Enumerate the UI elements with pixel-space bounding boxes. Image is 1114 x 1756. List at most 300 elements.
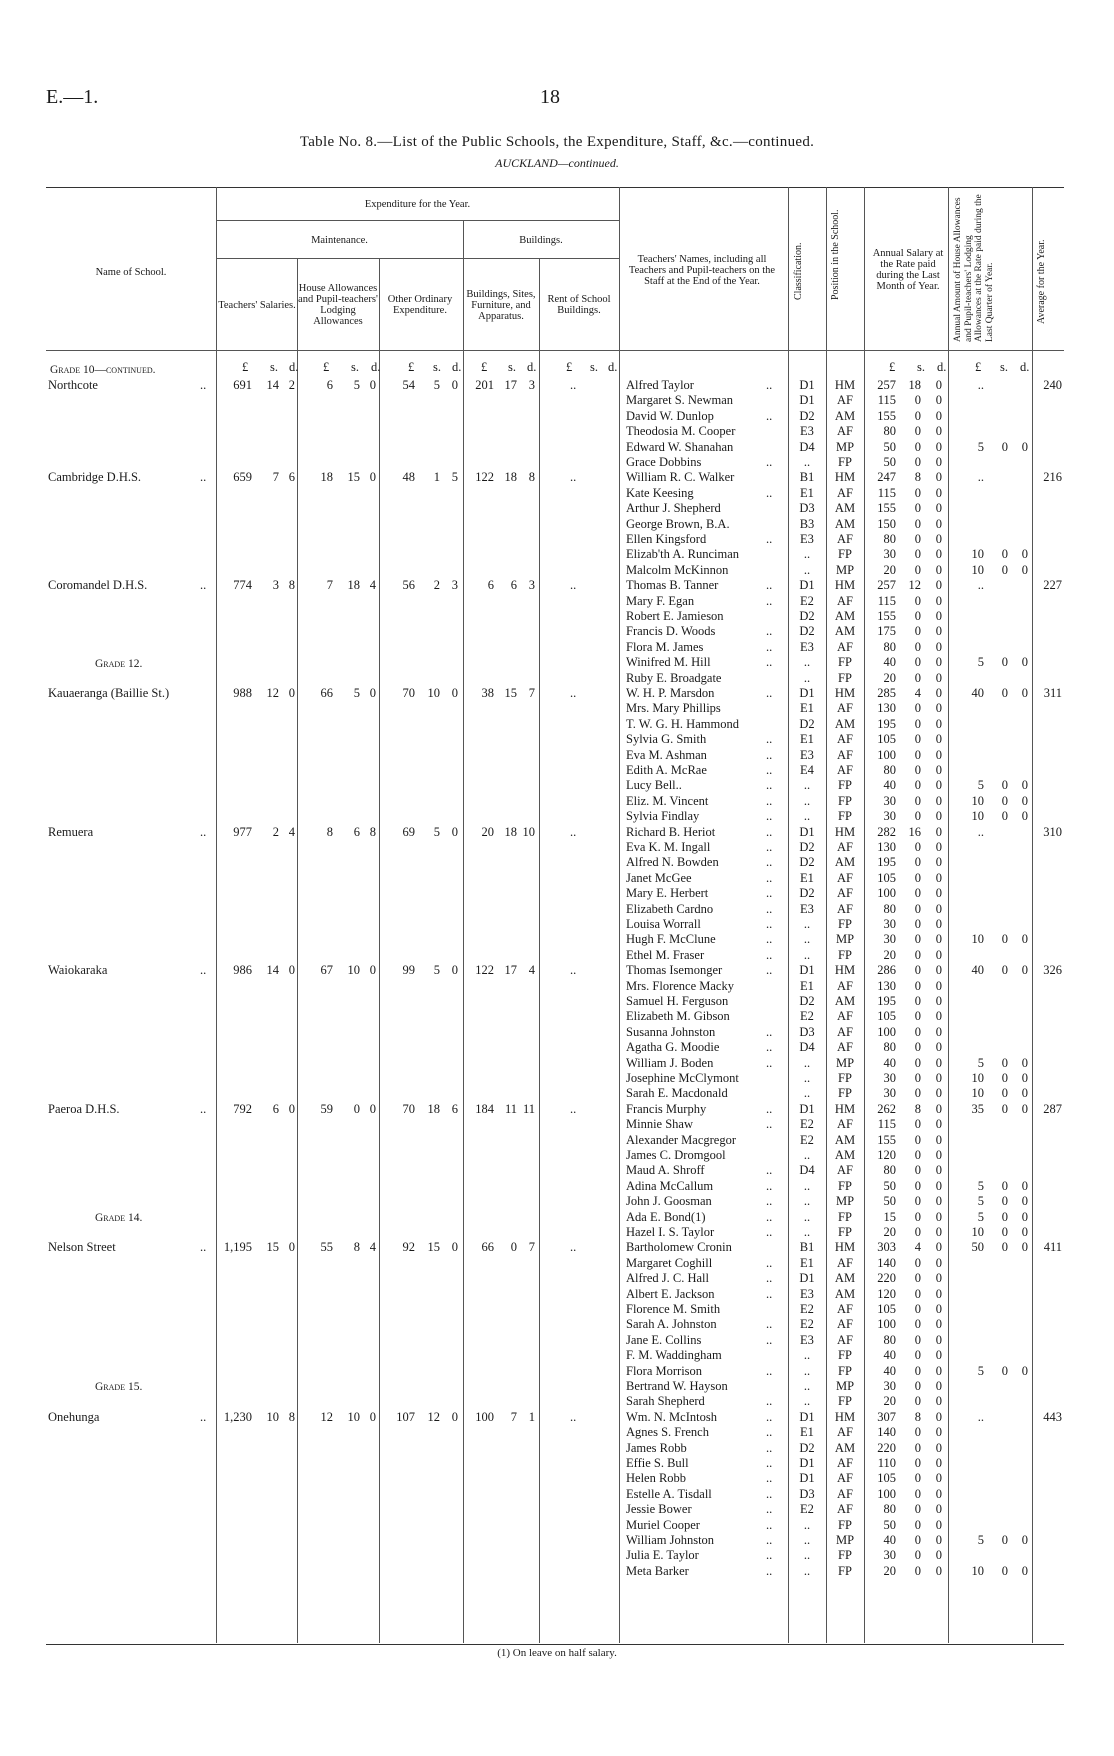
position: FP bbox=[838, 1394, 852, 1409]
annual-pence: 0 bbox=[935, 1425, 942, 1440]
allowance-pence: 0 bbox=[1021, 1101, 1028, 1116]
school-name: Coromandel D.H.S. bbox=[48, 578, 148, 593]
teacher-name: Mrs. Florence Macky bbox=[626, 978, 734, 993]
teacher-row bbox=[0, 979, 1114, 994]
classification: .. bbox=[803, 1563, 811, 1578]
leader-dots: .. bbox=[766, 840, 773, 854]
classification: .. bbox=[803, 1517, 811, 1532]
teacher-row bbox=[0, 1317, 1114, 1332]
report-code: E.—1. bbox=[46, 86, 99, 108]
annual-pence: 0 bbox=[935, 639, 942, 654]
salary-pence: 0 bbox=[288, 1240, 295, 1255]
other-shillings: 5 bbox=[433, 963, 440, 978]
position: AF bbox=[837, 639, 853, 654]
classification: .. bbox=[803, 947, 811, 962]
position: AF bbox=[837, 532, 853, 546]
annual-pence: 0 bbox=[935, 686, 942, 700]
annual-pence: 0 bbox=[935, 917, 942, 931]
annual-shillings: 0 bbox=[914, 1363, 921, 1378]
annual-pounds: 20 bbox=[883, 1225, 896, 1239]
unit-symbol: s. bbox=[1000, 360, 1008, 374]
house-pounds: 59 bbox=[320, 1101, 333, 1116]
annual-shillings: 0 bbox=[914, 1317, 921, 1332]
position: AF bbox=[837, 732, 853, 747]
teacher-row bbox=[0, 701, 1114, 716]
annual-shillings: 0 bbox=[914, 1440, 921, 1455]
rent-value: .. bbox=[570, 963, 577, 978]
annual-pounds: 155 bbox=[877, 1132, 896, 1147]
classification: .. bbox=[803, 562, 811, 577]
buildings-pounds: 38 bbox=[481, 686, 494, 700]
annual-shillings: 0 bbox=[914, 1302, 921, 1316]
teacher-name: Arthur J. Shepherd bbox=[626, 501, 721, 516]
annual-pounds: 20 bbox=[883, 1394, 896, 1409]
leader-dots: .. bbox=[766, 1440, 773, 1455]
house-pounds: 66 bbox=[320, 686, 333, 700]
annual-pence: 0 bbox=[935, 1163, 942, 1178]
unit-symbol: £ bbox=[408, 360, 415, 374]
house-pounds: 7 bbox=[326, 578, 333, 593]
teacher-row bbox=[0, 932, 1114, 947]
position: FP bbox=[838, 1348, 852, 1363]
annual-shillings: 8 bbox=[914, 470, 921, 485]
salary-pence: 0 bbox=[288, 1101, 295, 1116]
teacher-row bbox=[0, 1518, 1114, 1533]
classification: D1 bbox=[799, 393, 815, 408]
buildings-pence: 10 bbox=[522, 824, 535, 839]
position: FP bbox=[838, 1209, 852, 1224]
classification: .. bbox=[803, 1348, 811, 1363]
other-pounds: 99 bbox=[402, 963, 415, 978]
teacher-name: Jessie Bower bbox=[626, 1502, 692, 1517]
classification: D2 bbox=[799, 1440, 815, 1455]
position: HM bbox=[834, 824, 856, 839]
allowance-shillings: 0 bbox=[1001, 1209, 1008, 1224]
annual-pence: 0 bbox=[935, 1317, 942, 1332]
teacher-row bbox=[0, 871, 1114, 886]
annual-pounds: 105 bbox=[877, 1471, 896, 1486]
salary-shillings: 14 bbox=[266, 378, 279, 392]
annual-pence: 0 bbox=[935, 901, 942, 916]
classification: D1 bbox=[799, 1471, 815, 1486]
annual-pounds: 100 bbox=[877, 1317, 896, 1332]
teacher-row bbox=[0, 1210, 1114, 1225]
teacher-name: James C. Dromgool bbox=[626, 1148, 726, 1162]
position: AF bbox=[837, 1456, 853, 1470]
annual-shillings: 0 bbox=[914, 1471, 921, 1486]
other-pence: 0 bbox=[451, 1240, 458, 1255]
annual-pounds: 100 bbox=[877, 1486, 896, 1501]
allowance-pence: 0 bbox=[1021, 793, 1028, 808]
school-name: Remuera bbox=[48, 824, 94, 839]
teacher-name: T. W. G. H. Hammond bbox=[626, 716, 739, 731]
leader-dots: .. bbox=[766, 624, 773, 639]
annual-pounds: 20 bbox=[883, 670, 896, 685]
buildings-pence: 3 bbox=[528, 378, 535, 392]
teacher-row bbox=[0, 563, 1114, 578]
allowance-pounds: .. bbox=[977, 1409, 984, 1424]
teacher-name: Effie S. Bull bbox=[626, 1456, 689, 1470]
teacher-name: Edward W. Shanahan bbox=[626, 439, 734, 454]
leader-dots: .. bbox=[200, 378, 207, 392]
annual-pounds: 50 bbox=[883, 455, 896, 469]
leader-dots: .. bbox=[766, 886, 773, 901]
classification: .. bbox=[803, 932, 811, 947]
annual-pence: 0 bbox=[935, 1486, 942, 1501]
teacher-name: Mary F. Egan bbox=[626, 593, 695, 608]
teacher-name: Samuel H. Ferguson bbox=[626, 994, 729, 1008]
allowance-shillings: 0 bbox=[1001, 793, 1008, 808]
salary-shillings: 15 bbox=[266, 1240, 279, 1255]
leader-dots: .. bbox=[766, 1409, 773, 1424]
annual-shillings: 0 bbox=[914, 763, 921, 777]
teacher-row bbox=[0, 794, 1114, 809]
unit-symbol: d. bbox=[608, 360, 618, 374]
salary-pence: 4 bbox=[288, 824, 295, 839]
house-pounds: 67 bbox=[320, 963, 333, 978]
allowance-pence: 0 bbox=[1021, 963, 1028, 978]
annual-pounds: 80 bbox=[883, 1040, 896, 1055]
position: AF bbox=[837, 393, 853, 408]
annual-shillings: 0 bbox=[914, 1379, 921, 1393]
annual-shillings: 0 bbox=[914, 1071, 921, 1085]
position: AF bbox=[837, 485, 853, 500]
annual-pence: 0 bbox=[935, 1225, 942, 1239]
teacher-name: Grace Dobbins bbox=[626, 455, 702, 469]
annual-pounds: 257 bbox=[877, 378, 896, 392]
annual-pence: 0 bbox=[935, 1517, 942, 1532]
teacher-row bbox=[0, 948, 1114, 963]
annual-shillings: 0 bbox=[914, 670, 921, 685]
average: 411 bbox=[1043, 1240, 1062, 1255]
unit-symbol: s. bbox=[590, 360, 598, 374]
position: MP bbox=[835, 1194, 855, 1209]
annual-pounds: 15 bbox=[883, 1209, 896, 1224]
position: AF bbox=[837, 1317, 853, 1332]
house-pounds: 55 bbox=[320, 1240, 333, 1255]
position: AF bbox=[837, 1302, 853, 1316]
annual-pounds: 130 bbox=[877, 978, 896, 993]
other-pounds: 48 bbox=[402, 470, 415, 485]
allowance-pence: 0 bbox=[1021, 778, 1028, 793]
header-average: Average for the Year. bbox=[1036, 239, 1047, 324]
allowance-pounds: 35 bbox=[971, 1101, 984, 1116]
teacher-row bbox=[0, 1456, 1114, 1471]
position: FP bbox=[838, 670, 852, 685]
annual-shillings: 18 bbox=[908, 378, 921, 392]
teacher-name: Margaret Coghill bbox=[626, 1255, 713, 1270]
classification: D3 bbox=[799, 1486, 815, 1501]
allowance-shillings: 0 bbox=[1001, 1363, 1008, 1378]
table-subtitle: AUCKLAND—continued. bbox=[495, 156, 619, 170]
annual-pence: 0 bbox=[935, 716, 942, 731]
position: AF bbox=[837, 593, 853, 608]
position: AM bbox=[834, 516, 856, 531]
allowance-pounds: 5 bbox=[977, 655, 984, 670]
teacher-row bbox=[0, 424, 1114, 439]
position: AF bbox=[837, 424, 853, 439]
teacher-row bbox=[0, 532, 1114, 547]
unit-symbol: d. bbox=[289, 360, 299, 374]
annual-shillings: 0 bbox=[914, 1456, 921, 1470]
house-pence: 0 bbox=[369, 963, 376, 978]
annual-pence: 0 bbox=[935, 932, 942, 947]
annual-shillings: 0 bbox=[914, 886, 921, 901]
school-name: Cambridge D.H.S. bbox=[48, 470, 142, 485]
allowance-shillings: 0 bbox=[1001, 1086, 1008, 1101]
teacher-name: Bertrand W. Hayson bbox=[626, 1379, 728, 1393]
teacher-row bbox=[0, 624, 1114, 639]
grade-label: Grade 12. bbox=[95, 657, 143, 670]
allowance-pence: 0 bbox=[1021, 1178, 1028, 1193]
allowance-shillings: 0 bbox=[1001, 686, 1008, 700]
teacher-row bbox=[0, 1117, 1114, 1132]
allowance-pounds: 5 bbox=[977, 1055, 984, 1070]
classification: D4 bbox=[799, 439, 815, 454]
annual-shillings: 0 bbox=[914, 809, 921, 824]
school-row bbox=[0, 825, 1114, 840]
house-pence: 0 bbox=[369, 378, 376, 392]
teacher-row bbox=[0, 1040, 1114, 1055]
allowance-shillings: 0 bbox=[1001, 809, 1008, 824]
annual-shillings: 0 bbox=[914, 1533, 921, 1547]
annual-pounds: 30 bbox=[883, 917, 896, 931]
position: AF bbox=[837, 1502, 853, 1517]
classification: D1 bbox=[799, 686, 815, 700]
annual-pounds: 40 bbox=[883, 655, 896, 670]
annual-pence: 0 bbox=[935, 1040, 942, 1055]
annual-shillings: 0 bbox=[914, 793, 921, 808]
position: FP bbox=[838, 1563, 852, 1578]
leader-dots: .. bbox=[766, 1225, 773, 1239]
annual-shillings: 0 bbox=[914, 1194, 921, 1209]
classification: D1 bbox=[799, 1271, 815, 1286]
annual-pounds: 115 bbox=[877, 393, 896, 408]
leader-dots: .. bbox=[766, 809, 773, 824]
position: HM bbox=[834, 1101, 856, 1116]
classification: .. bbox=[803, 1363, 811, 1378]
leader-dots: .. bbox=[766, 824, 773, 839]
allowance-pounds: .. bbox=[977, 578, 984, 593]
teacher-name: F. M. Waddingham bbox=[626, 1348, 722, 1363]
allowance-pounds: 5 bbox=[977, 1209, 984, 1224]
classification: D2 bbox=[799, 840, 815, 854]
annual-shillings: 0 bbox=[914, 516, 921, 531]
unit-symbol: £ bbox=[566, 360, 573, 374]
annual-pence: 0 bbox=[935, 1132, 942, 1147]
header-expenditure: Expenditure for the Year. bbox=[364, 198, 471, 210]
leader-dots: .. bbox=[200, 963, 207, 978]
other-pounds: 70 bbox=[402, 686, 415, 700]
leader-dots: .. bbox=[766, 1055, 773, 1070]
classification: .. bbox=[803, 547, 811, 562]
school-row bbox=[0, 963, 1114, 978]
annual-shillings: 0 bbox=[914, 1517, 921, 1532]
teacher-name: Louisa Worrall bbox=[626, 917, 701, 931]
teacher-row bbox=[0, 1025, 1114, 1040]
annual-shillings: 0 bbox=[914, 1132, 921, 1147]
buildings-pence: 7 bbox=[528, 1240, 535, 1255]
annual-pence: 0 bbox=[935, 1563, 942, 1578]
other-shillings: 5 bbox=[433, 378, 440, 392]
leader-dots: .. bbox=[766, 1363, 773, 1378]
teacher-row bbox=[0, 840, 1114, 855]
annual-pence: 0 bbox=[935, 624, 942, 639]
annual-pence: 0 bbox=[935, 1533, 942, 1547]
annual-shillings: 0 bbox=[914, 978, 921, 993]
annual-pounds: 80 bbox=[883, 1332, 896, 1347]
teacher-row bbox=[0, 902, 1114, 917]
grade-label: Grade 10—continued. bbox=[50, 363, 156, 376]
allowance-pounds: 10 bbox=[971, 932, 984, 947]
annual-shillings: 0 bbox=[914, 439, 921, 454]
teacher-name: Edith A. McRae bbox=[626, 763, 707, 777]
teacher-name: William R. C. Walker bbox=[626, 470, 735, 485]
annual-pence: 0 bbox=[935, 485, 942, 500]
annual-pence: 0 bbox=[935, 1348, 942, 1363]
position: AM bbox=[834, 408, 856, 423]
annual-pounds: 195 bbox=[877, 994, 896, 1008]
header-maintenance: Maintenance. bbox=[311, 234, 368, 246]
annual-pence: 0 bbox=[935, 670, 942, 685]
allowance-shillings: 0 bbox=[1001, 1178, 1008, 1193]
annual-shillings: 0 bbox=[914, 593, 921, 608]
salary-pounds: 986 bbox=[233, 963, 252, 978]
annual-shillings: 0 bbox=[914, 778, 921, 793]
classification: .. bbox=[803, 1055, 811, 1070]
annual-pounds: 130 bbox=[877, 701, 896, 716]
teacher-name: Ada E. Bond(1) bbox=[626, 1209, 706, 1224]
annual-pence: 0 bbox=[935, 455, 942, 469]
allowance-pence: 0 bbox=[1021, 655, 1028, 670]
teacher-name: Meta Barker bbox=[626, 1563, 689, 1578]
teacher-name: Sylvia Findlay bbox=[626, 809, 700, 824]
classification: E1 bbox=[800, 1425, 814, 1440]
annual-shillings: 0 bbox=[914, 1548, 921, 1563]
leader-dots: .. bbox=[766, 1533, 773, 1547]
rent-value: .. bbox=[570, 378, 577, 392]
position: FP bbox=[838, 655, 852, 670]
unit-symbol: £ bbox=[323, 360, 330, 374]
other-pence: 0 bbox=[451, 378, 458, 392]
position: MP bbox=[835, 1055, 855, 1070]
classification: E1 bbox=[800, 1255, 814, 1270]
teacher-name: Wm. N. McIntosh bbox=[626, 1409, 717, 1424]
unit-symbol: d. bbox=[371, 360, 381, 374]
leader-dots: .. bbox=[200, 824, 207, 839]
leader-dots: .. bbox=[766, 1163, 773, 1178]
buildings-pounds: 122 bbox=[475, 470, 494, 485]
page-number: 18 bbox=[540, 86, 560, 108]
other-pence: 0 bbox=[451, 963, 458, 978]
annual-pounds: 30 bbox=[883, 547, 896, 562]
teacher-name: Hazel I. S. Taylor bbox=[626, 1225, 715, 1239]
leader-dots: .. bbox=[766, 593, 773, 608]
unit-symbol: s. bbox=[433, 360, 441, 374]
leader-dots: .. bbox=[766, 639, 773, 654]
school-name: Nelson Street bbox=[48, 1240, 116, 1255]
classification: B3 bbox=[799, 516, 815, 531]
other-shillings: 1 bbox=[433, 470, 440, 485]
teacher-row bbox=[0, 547, 1114, 562]
leader-dots: .. bbox=[200, 1101, 207, 1116]
allowance-shillings: 0 bbox=[1001, 562, 1008, 577]
school-name: Northcote bbox=[48, 378, 98, 392]
annual-pounds: 30 bbox=[883, 1071, 896, 1085]
header-classification: Classification. bbox=[793, 242, 804, 300]
buildings-shillings: 11 bbox=[504, 1101, 517, 1116]
annual-pence: 0 bbox=[935, 763, 942, 777]
allowance-shillings: 0 bbox=[1001, 778, 1008, 793]
annual-pence: 0 bbox=[935, 578, 942, 593]
teacher-row bbox=[0, 886, 1114, 901]
teacher-name: Hugh F. McClune bbox=[626, 932, 716, 947]
annual-pence: 0 bbox=[935, 408, 942, 423]
salary-pence: 8 bbox=[288, 578, 295, 593]
annual-pounds: 100 bbox=[877, 1024, 896, 1039]
leader-dots: .. bbox=[766, 1178, 773, 1193]
average: 443 bbox=[1043, 1409, 1062, 1424]
teacher-name: Jane E. Collins bbox=[626, 1332, 702, 1347]
header-other-expenditure: Other Ordinary Expenditure. bbox=[387, 294, 453, 316]
teacher-name: Janet McGee bbox=[626, 870, 692, 885]
teacher-name: Francis Murphy bbox=[626, 1101, 707, 1116]
salary-shillings: 14 bbox=[266, 963, 279, 978]
salary-pounds: 1,195 bbox=[223, 1240, 252, 1255]
annual-pounds: 175 bbox=[877, 624, 896, 639]
leader-dots: .. bbox=[766, 763, 773, 777]
annual-shillings: 0 bbox=[914, 547, 921, 562]
annual-shillings: 0 bbox=[914, 1332, 921, 1347]
teacher-name: Lucy Bell.. bbox=[626, 778, 682, 793]
annual-shillings: 0 bbox=[914, 1255, 921, 1270]
salary-shillings: 7 bbox=[272, 470, 279, 485]
position: FP bbox=[838, 809, 852, 824]
teacher-row bbox=[0, 501, 1114, 516]
unit-symbol: d. bbox=[452, 360, 462, 374]
classification: .. bbox=[803, 1148, 811, 1162]
annual-pence: 0 bbox=[935, 855, 942, 870]
leader-dots: .. bbox=[766, 1286, 773, 1301]
salary-pounds: 792 bbox=[233, 1101, 252, 1116]
salary-pounds: 1,230 bbox=[223, 1409, 252, 1424]
teacher-row bbox=[0, 1364, 1114, 1379]
annual-pence: 0 bbox=[935, 470, 942, 485]
allowance-shillings: 0 bbox=[1001, 932, 1008, 947]
house-pounds: 6 bbox=[326, 378, 333, 392]
annual-shillings: 0 bbox=[914, 716, 921, 731]
annual-shillings: 0 bbox=[914, 1486, 921, 1501]
annual-pence: 0 bbox=[935, 994, 942, 1008]
teacher-name: Robert E. Jamieson bbox=[626, 609, 724, 623]
annual-shillings: 0 bbox=[914, 917, 921, 931]
classification: .. bbox=[803, 793, 811, 808]
leader-dots: .. bbox=[766, 1194, 773, 1209]
buildings-pounds: 66 bbox=[481, 1240, 494, 1255]
position: FP bbox=[838, 1225, 852, 1239]
annual-pounds: 155 bbox=[877, 408, 896, 423]
classification: E1 bbox=[800, 701, 814, 716]
house-pence: 0 bbox=[369, 470, 376, 485]
allowance-pounds: 10 bbox=[971, 547, 984, 562]
school-row bbox=[0, 1410, 1114, 1425]
salary-shillings: 10 bbox=[266, 1409, 279, 1424]
house-shillings: 15 bbox=[347, 470, 360, 485]
annual-pounds: 80 bbox=[883, 639, 896, 654]
header-house-allowances: House Allowances and Pupil-teachers' Lodging Allowances bbox=[298, 283, 378, 327]
position: AM bbox=[834, 1148, 856, 1162]
annual-pounds: 20 bbox=[883, 562, 896, 577]
